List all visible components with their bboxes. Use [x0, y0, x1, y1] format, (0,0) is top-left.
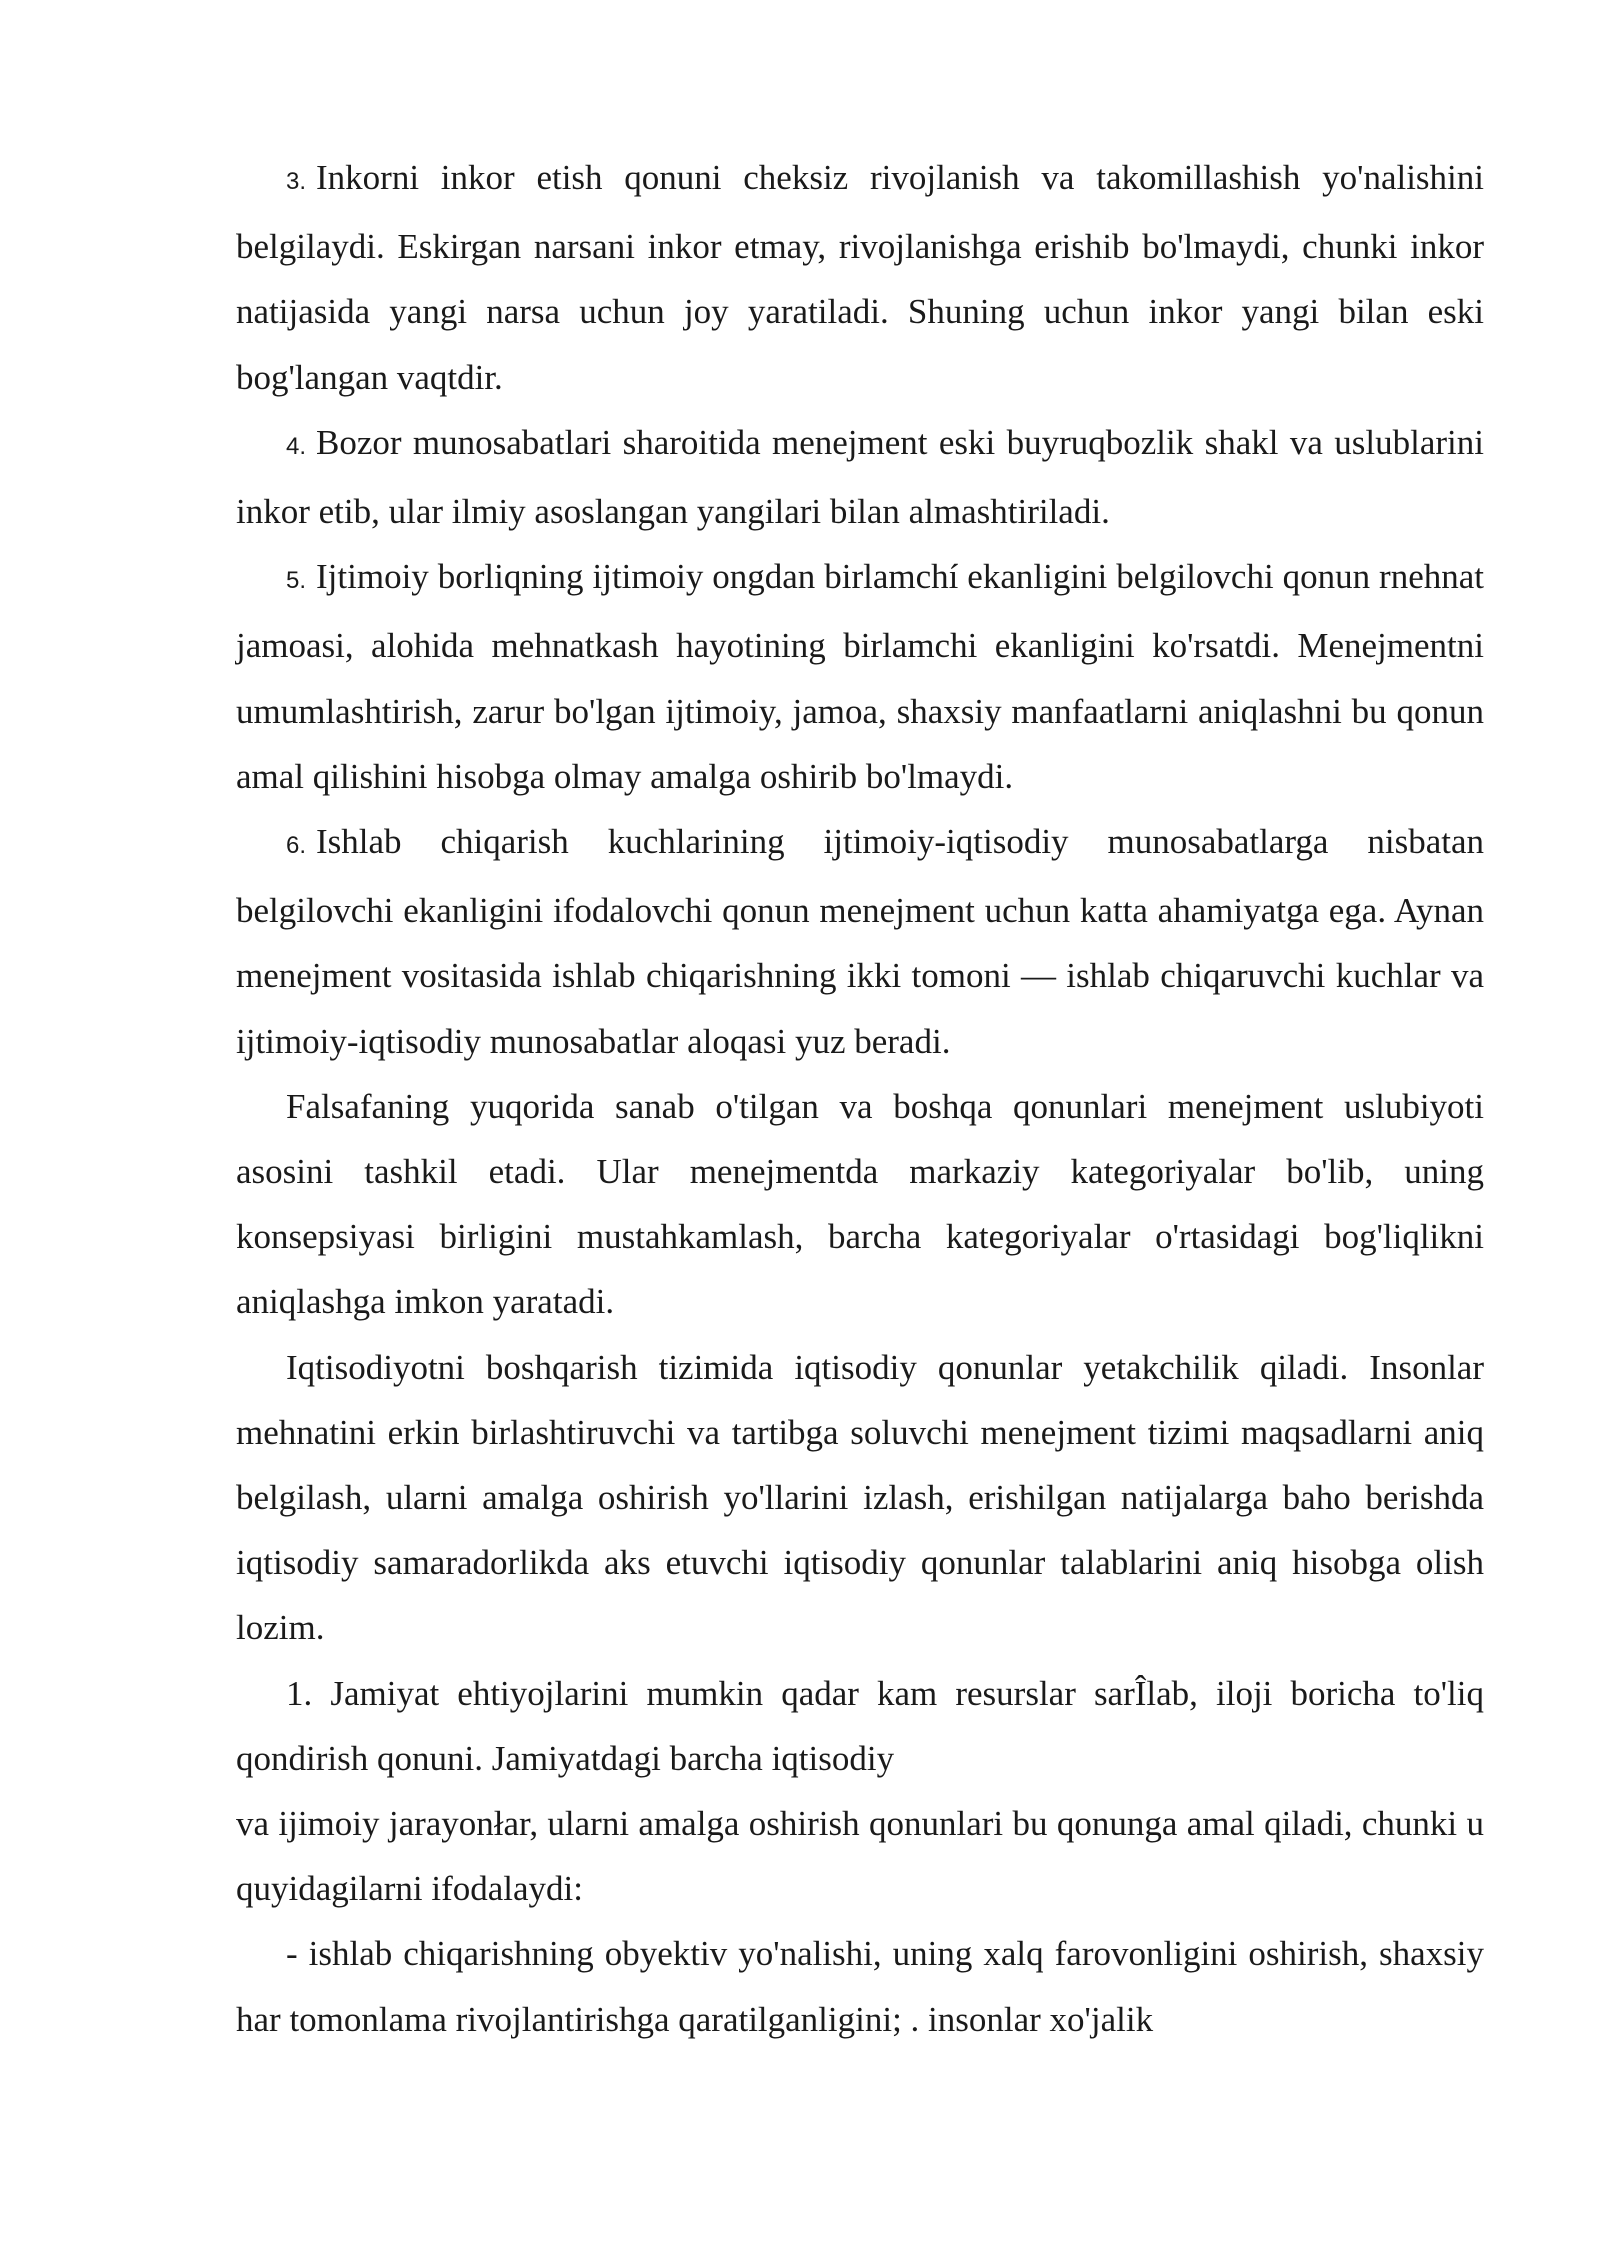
paragraph-economic-laws: Iqtisodiyotni boshqarish tizimida iqtisodiy qonunlar yetakchilik qiladi. Insonlar mehnatini erkin birlashtiruvchi va tartibga soluvchi menejment tizimi maqsadlarni aniq belgilash, ularni amalga oshirish yo'llarini izlash, erishilgan natijalarga baho berishda iqtisodiy samaradorlikda aks etuvchi iqtisodiy qonunlar talablarini aniq hisobga olish lozim.	[236, 1347, 1484, 1648]
paragraph-economic-law-1: 1. Jamiyat ehtiyojlarini mumkin qadar kam resurslar sarÎlab, iloji boricha to'liq qondirish qonuni. Jamiyatdagi barcha iqtisodiy	[236, 1673, 1484, 1778]
paragraph-continuation: va ijimoiy jarayonłar, ularni amalga oshirish qonunlari bu qonunga amal qiladi, chunki u quyidagilarni ifodalaydi:	[236, 1804, 1484, 1909]
paragraph-philosophy-laws: Falsafaning yuqorida sanab o'tilgan va boshqa qonunlari menejment uslubiyoti asosini tashkil etadi. Ular menejmentda markaziy kategoriyalar bo'lib, uning konsepsiyasi birligini mustahkamlash, barcha kategoriyalar o'rtasidagi bog'liqlikni aniqlashga imkon yaratadi.	[236, 1086, 1484, 1322]
paragraph-text: Inkorni inkor etish qonuni cheksiz rivojlanish va takomillashish yo'nalishini belgilaydi. Eskirgan narsani inkor etmay, rivojlanishga erishib bo'lmaydi, chunki inkor natijasida yangi narsa uchun joy yaratiladi. Shuning uchun inkor yangi bilan eski bog'langan vaqtdir.	[236, 158, 1484, 397]
paragraph-list-item: - ishlab chiqarishning obyektiv yo'nalishi, uning xalq farovonligini oshirish, shaxsiy har tomonlama rivojlantirishga qaratilganligini; . insonlar xo'jalik	[236, 1934, 1484, 2039]
list-number: 3.	[286, 168, 307, 195]
paragraph-law-6	[236, 809, 1484, 1074]
paragraph-law-4	[236, 410, 1484, 544]
list-number: 5.	[286, 567, 307, 595]
document-page	[236, 145, 1484, 2052]
paragraph-text: Ishlab chiqarish kuchlarining ijtimoiy-iqtisodiy munosabatlarga nisbatan belgilovchi ekanligini ifodalovchi qonun menejment uchun katta ahamiyatga ega. Aynan menejment vositasida ishlab chiqarishning ikki tomoni — ishlab chiqaruvchi kuchlar va ijtimoiy-iqtisodiy munosabatlar aloqasi yuz beradi.	[236, 822, 1484, 1061]
paragraph-law-5	[236, 544, 1484, 809]
list-number: 6.	[286, 832, 307, 860]
paragraph-text: Bozor munosabatlari sharoitida menejment eski buyruqbozlik shakl va uslublarini inkor etib, ular ilmiy asoslangan yangilari bilan almashtiriladi.	[236, 422, 1484, 532]
paragraph-law-3	[236, 145, 1484, 410]
list-number: 4.	[286, 432, 307, 460]
paragraph-text: Ijtimoiy borliqning ijtimoiy ongdan birlamchí ekanligini belgilovchi qonun rnehnat jamoasi, alohida mehnatkash hayotining birlamchi ekanligini ko'rsatdi. Menejmentni umumlashtirish, zarur bo'lgan ijtimoiy, jamoa, shaxsiy manfaatlarni aniqlashni bu qonun amal qilishini hisobga olmay amalga oshirib bo'lmaydi.	[236, 557, 1484, 796]
